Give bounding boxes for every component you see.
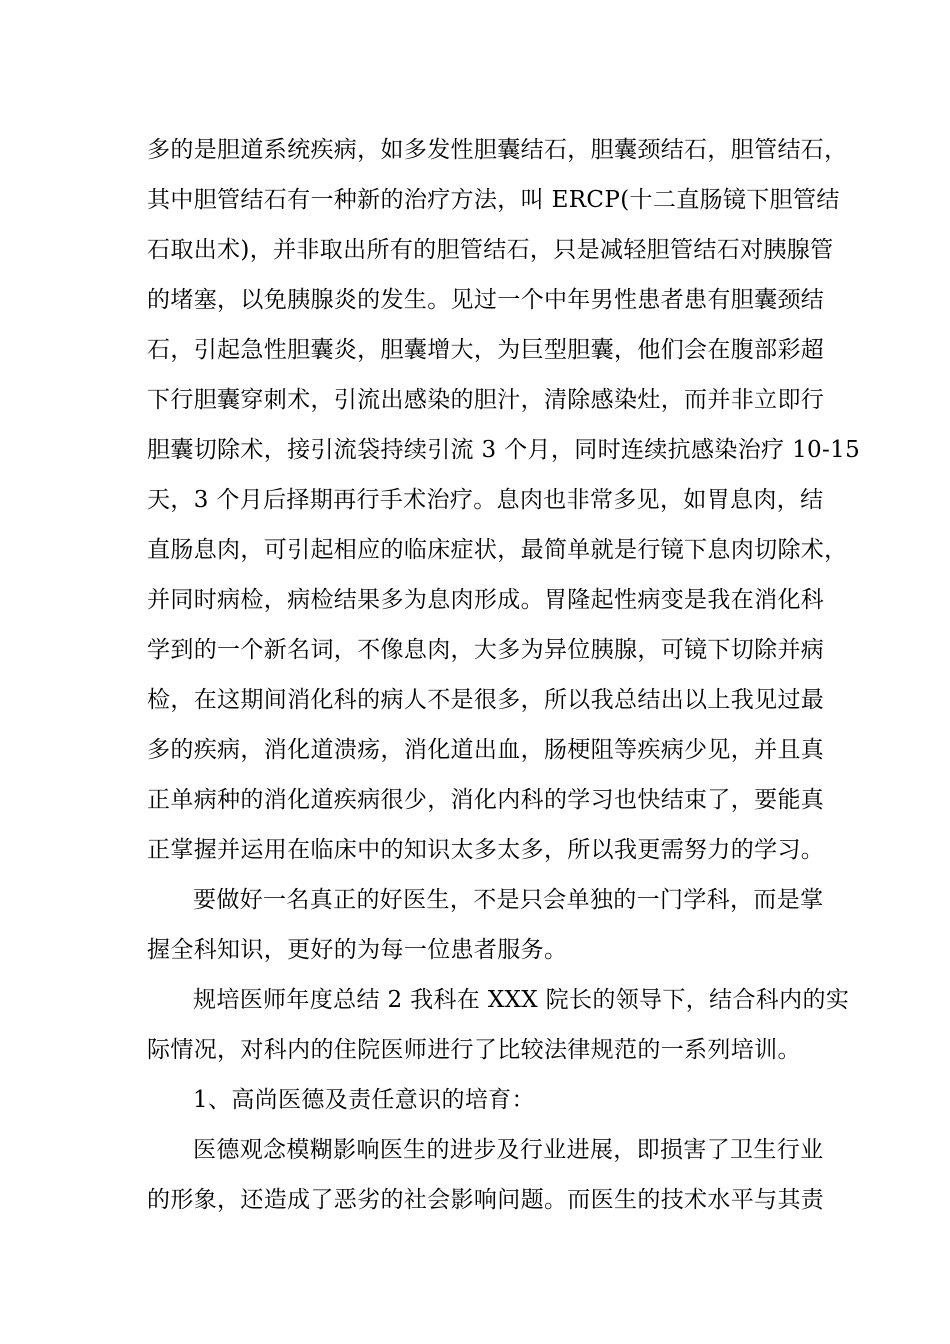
paragraph-line: 石取出术)，并非取出所有的胆管结石，只是减轻胆管结石对胰腺管 [147,237,834,263]
paragraph-line: 正单病种的消化道疾病很少，消化内科的学习也快结束了，要能真 [147,787,825,813]
paragraph-line: 直肠息肉，可引起相应的临床症状，最简单就是行镜下息肉切除术， [147,537,848,563]
paragraph-line: 石，引起急性胆囊炎，胆囊增大，为巨型胆囊，他们会在腹部彩超 [147,337,825,363]
paragraph-line: 的堵塞，以免胰腺炎的发生。见过一个中年男性患者患有胆囊颈结 [147,287,825,313]
paragraph-line: 要做好一名真正的好医生，不是只会单独的一门学科，而是掌 [193,887,824,913]
paragraph-line: 多的是胆道系统疾病，如多发性胆囊结石，胆囊颈结石，胆管结石， [147,137,848,163]
paragraph-line: 规培医师年度总结 2 我科在 XXX 院长的领导下，结合科内的实 [193,987,850,1013]
paragraph-line: 胆囊切除术，接引流袋持续引流 3 个月，同时连续抗感染治疗 10-15 [147,437,861,463]
paragraph-line: 正掌握并运用在临床中的知识太多太多，所以我更需努力的学习。 [147,837,825,863]
paragraph-line: 握全科知识，更好的为每一位患者服务。 [147,937,568,963]
paragraph-line: 检，在这期间消化科的病人不是很多，所以我总结出以上我见过最 [147,687,825,713]
paragraph-line: 学到的一个新名词，不像息肉，大多为异位胰腺，可镜下切除并病 [147,637,825,663]
paragraph-line: 其中胆管结石有一种新的治疗方法，叫 ERCP(十二直肠镜下胆管结 [147,187,840,213]
paragraph-line: 并同时病检，病检结果多为息肉形成。胃隆起性病变是我在消化科 [147,587,825,613]
paragraph-line: 天，3 个月后择期再行手术治疗。息肉也非常多见，如胃息肉，结 [147,487,824,513]
section-heading: 1、高尚医德及责任意识的培育： [193,1087,535,1113]
paragraph-line: 医德观念模糊影响医生的进步及行业进展，即损害了卫生行业 [193,1137,824,1163]
paragraph-line: 的形象，还造成了恶劣的社会影响问题。而医生的技术水平与其责 [147,1187,825,1213]
paragraph-line: 多的疾病，消化道溃疡，消化道出血，肠梗阻等疾病少见，并且真 [147,737,825,763]
paragraph-line: 下行胆囊穿刺术，引流出感染的胆汁，清除感染灶，而并非立即行 [147,387,825,413]
paragraph-line: 际情况，对科内的住院医师进行了比较法律规范的一系列培训。 [147,1037,801,1063]
